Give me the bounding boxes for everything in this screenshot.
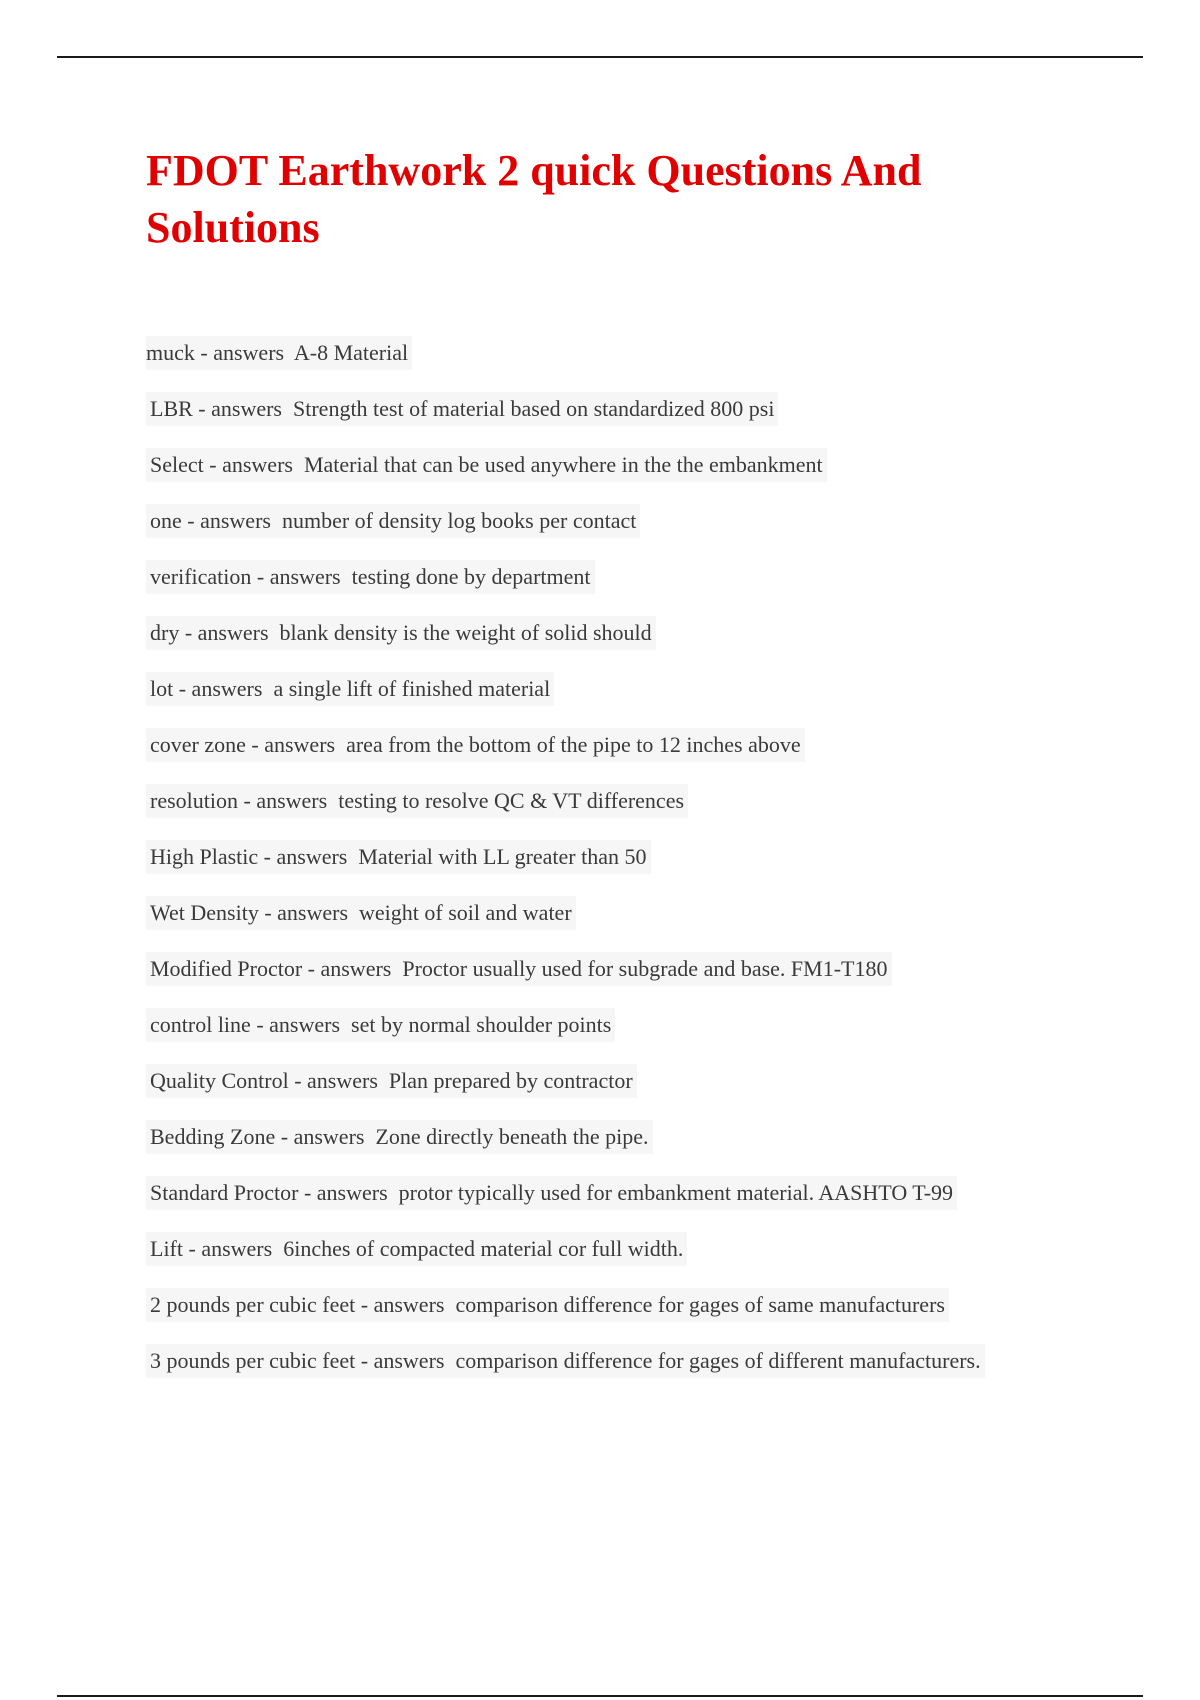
qa-separator: - answers	[302, 956, 403, 981]
qa-term: one	[150, 508, 182, 533]
qa-text	[146, 616, 656, 650]
qa-answer: comparison difference for gages of same manufacturers	[455, 1292, 945, 1317]
qa-term: Standard Proctor	[150, 1180, 299, 1205]
qa-term: 2 pounds per cubic feet	[150, 1292, 356, 1317]
qa-text	[146, 896, 576, 930]
qa-text	[146, 784, 688, 818]
qa-term: Modified Proctor	[150, 956, 303, 981]
qa-answer: protor typically used for embankment material. AASHTO T-99	[398, 1180, 954, 1205]
qa-answer: Plan prepared by contractor	[388, 1068, 633, 1093]
qa-term: Lift	[150, 1236, 183, 1261]
qa-item	[146, 560, 1106, 616]
qa-term: High Plastic	[150, 844, 259, 869]
qa-separator: - answers	[355, 1292, 456, 1317]
qa-item	[146, 896, 1106, 952]
qa-separator: - answers	[258, 844, 359, 869]
qa-answer: number of density log books per contact	[281, 508, 637, 533]
qa-item	[146, 672, 1106, 728]
qa-term: LBR	[150, 396, 193, 421]
qa-item	[146, 448, 1106, 504]
qa-separator: - answers	[179, 620, 280, 645]
qa-separator: - answers	[298, 1180, 399, 1205]
qa-separator: - answers	[183, 1236, 284, 1261]
qa-separator: - answers	[194, 340, 294, 365]
qa-answer: weight of soil and water	[359, 900, 572, 925]
qa-item	[146, 1176, 1106, 1232]
qa-answer: testing to resolve QC & VT differences	[338, 788, 685, 813]
qa-text	[146, 672, 554, 706]
qa-answer: 6inches of compacted material cor full width.	[283, 1236, 684, 1261]
qa-term: muck	[146, 340, 195, 365]
qa-separator: - answers	[173, 676, 274, 701]
top-rule	[57, 56, 1143, 58]
qa-text	[146, 560, 595, 594]
qa-separator: - answers	[245, 732, 347, 757]
qa-item	[146, 1064, 1106, 1120]
qa-answer: testing done by department	[351, 564, 591, 589]
qa-item	[146, 616, 1106, 672]
qa-term: 3 pounds per cubic feet	[150, 1348, 356, 1373]
qa-separator: - answers	[251, 564, 352, 589]
qa-term: verification	[150, 564, 252, 589]
qa-item	[146, 840, 1106, 896]
qa-answer: Proctor usually used for subgrade and base. FM1-T180	[402, 956, 888, 981]
qa-answer: a single lift of finished material	[273, 676, 551, 701]
qa-answer: Zone directly beneath the pipe.	[375, 1124, 649, 1149]
qa-separator: - answers	[192, 396, 293, 421]
qa-text	[146, 840, 651, 874]
qa-term: control line	[150, 1012, 251, 1037]
qa-answer: Material that can be used anywhere in the the embankment	[303, 452, 823, 477]
qa-item	[146, 1008, 1106, 1064]
qa-item	[146, 1344, 1106, 1400]
qa-text	[146, 1288, 949, 1322]
qa-list	[146, 336, 1106, 1400]
qa-separator: - answers	[238, 788, 339, 813]
qa-term: cover zone	[150, 732, 246, 757]
qa-text	[146, 1120, 653, 1154]
qa-term: lot	[150, 676, 174, 701]
qa-term: dry	[150, 620, 180, 645]
bottom-rule	[57, 1695, 1143, 1697]
qa-term: Quality Control	[150, 1068, 289, 1093]
qa-separator: - answers	[250, 1012, 352, 1037]
qa-text	[146, 336, 412, 370]
qa-term: Wet Density	[150, 900, 259, 925]
qa-text	[146, 392, 778, 426]
qa-separator: - answers	[181, 508, 282, 533]
qa-item	[146, 952, 1106, 1008]
qa-answer: comparison difference for gages of different manufacturers.	[455, 1348, 981, 1373]
qa-answer: area from the bottom of the pipe to 12 inches above	[346, 732, 801, 757]
qa-separator: - answers	[258, 900, 360, 925]
qa-text	[146, 1008, 615, 1042]
qa-text	[146, 1232, 687, 1266]
qa-item	[146, 1288, 1106, 1344]
qa-separator: - answers	[203, 452, 304, 477]
qa-text	[146, 1344, 985, 1378]
qa-text	[146, 448, 827, 482]
page-title: FDOT Earthwork 2 quick Questions And Solutions	[146, 146, 922, 252]
qa-item	[146, 784, 1106, 840]
qa-answer: set by normal shoulder points	[351, 1012, 612, 1037]
qa-separator: - answers	[275, 1124, 376, 1149]
qa-item	[146, 1120, 1106, 1176]
qa-item	[146, 728, 1106, 784]
qa-separator: - answers	[355, 1348, 456, 1373]
qa-separator: - answers	[288, 1068, 389, 1093]
qa-term: Bedding Zone	[150, 1124, 276, 1149]
qa-item	[146, 392, 1106, 448]
qa-answer: Strength test of material based on standardized 800 psi	[293, 396, 775, 421]
qa-item	[146, 1232, 1106, 1288]
qa-item	[146, 336, 1106, 392]
qa-answer: blank density is the weight of solid should	[279, 620, 652, 645]
qa-text	[146, 1064, 637, 1098]
qa-text	[146, 1176, 957, 1210]
qa-answer: A-8 Material	[293, 340, 409, 365]
qa-text	[146, 952, 892, 986]
qa-item	[146, 504, 1106, 560]
qa-term: Select	[150, 452, 204, 477]
qa-term: resolution	[150, 788, 238, 813]
qa-text	[146, 728, 805, 762]
qa-text	[146, 504, 640, 538]
qa-answer: Material with LL greater than 50	[358, 844, 647, 869]
